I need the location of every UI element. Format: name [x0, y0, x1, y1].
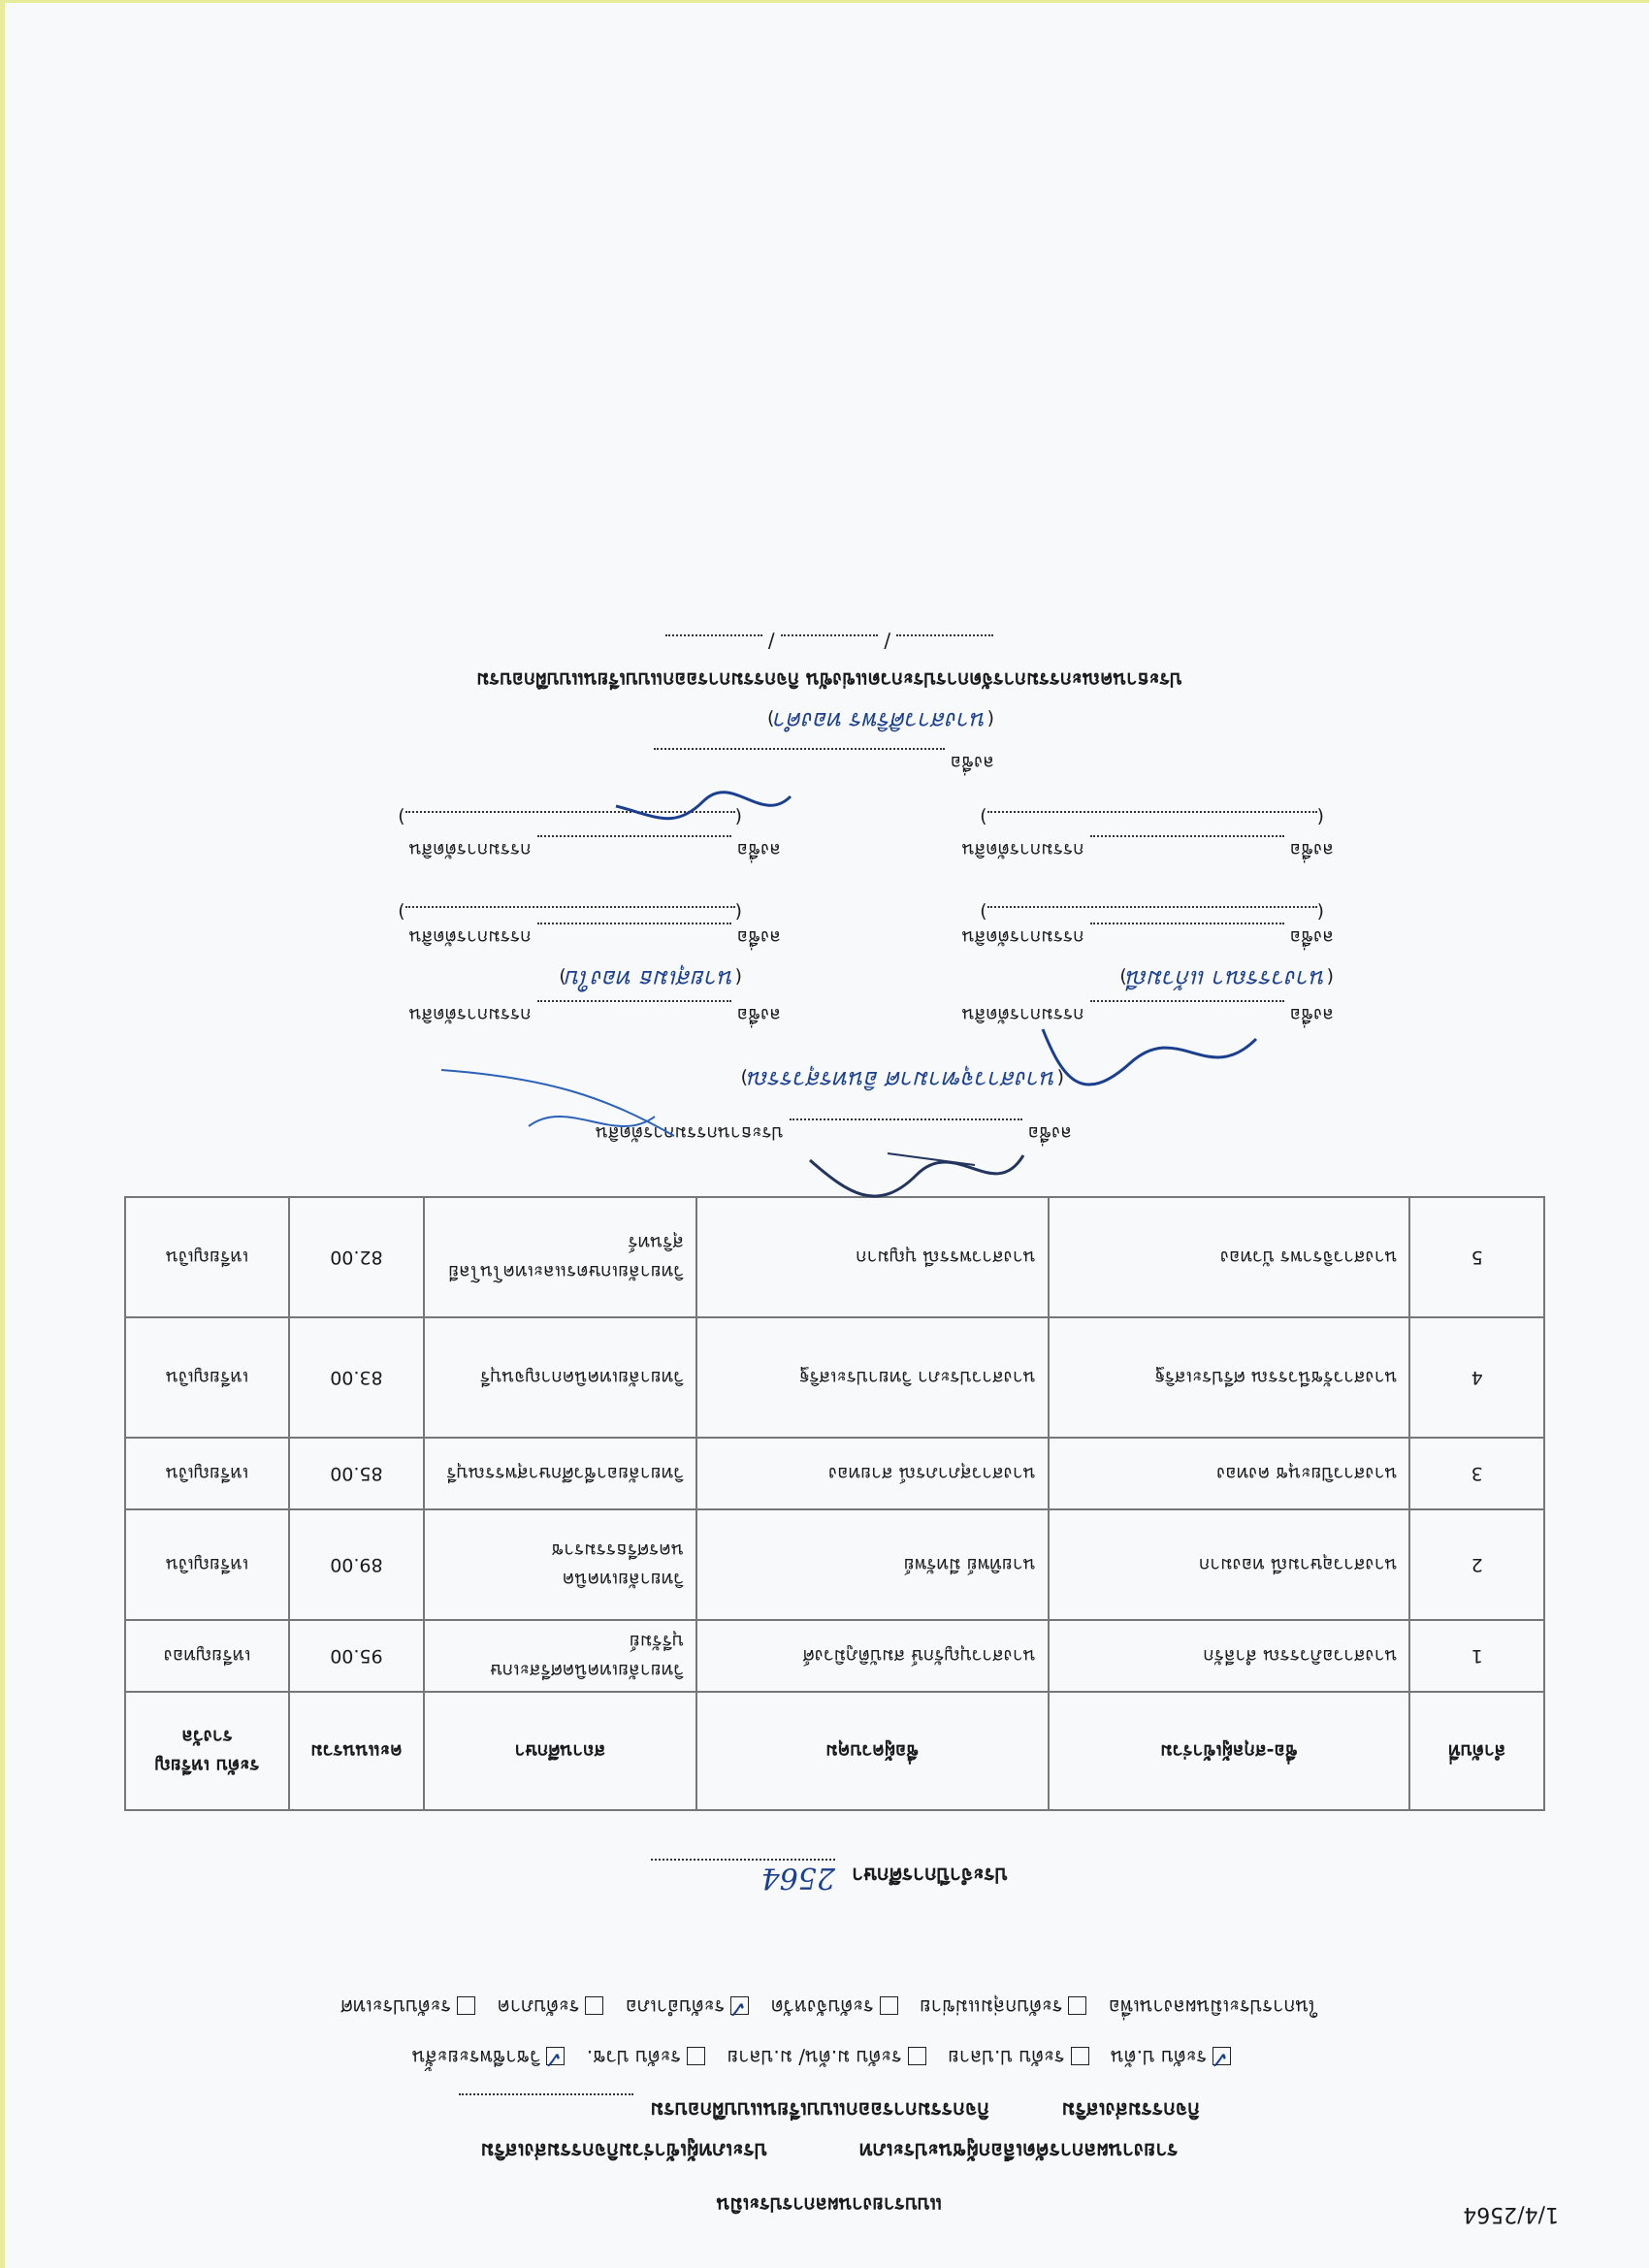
form-title: แบบรายงานผลการประเมิน [716, 2193, 943, 2217]
intro-line-2-right: กิจกรรมการออกแบบเรียนแบบฝึกอบรม [650, 2098, 989, 2122]
level-checkbox-row [5, 2042, 1649, 2073]
member-role: กรรมการตัดสิน [961, 926, 1084, 948]
checkbox-label: ระดับอำเภอ [625, 1995, 726, 2019]
table-header-row [125, 1692, 1544, 1810]
chair-name: นางสาวจุฑามาศ อินทรสุวรรณ [748, 1066, 1057, 1093]
checkbox-vocational[interactable] [687, 2047, 705, 2065]
academic-year-value: 2564 [651, 1859, 835, 1895]
member-signature-line [409, 1000, 781, 1029]
cell-supervisor: นายทิพย์ มีทรัพย์ [696, 1509, 1049, 1620]
academic-year-line [5, 1859, 1649, 1895]
member-signature-line [409, 835, 781, 864]
member-signature-line [962, 835, 1334, 864]
member2-name: นายสุเมธ ทองใบ [566, 965, 735, 992]
col-header-participant: ชื่อ-สกุลผู้เข้าร่วม [1049, 1692, 1410, 1810]
cell-participant: นางสาวอุษามณี ทองมาก [1049, 1509, 1410, 1620]
cell-supervisor: นางสาวพรรณี บุญมาก [696, 1197, 1049, 1317]
checkbox-label: ระดับกลุ่มแม่ข่าย [920, 1995, 1063, 2019]
col-header-score: คะแนนรวม [289, 1692, 424, 1810]
sign-label: ลงชื่อ [1289, 839, 1334, 860]
cell-medal: เหรียญเงิน [125, 1317, 289, 1438]
checkbox-region[interactable] [585, 1996, 603, 2015]
table-row [125, 1509, 1544, 1620]
blank-name-line: () [980, 806, 1324, 827]
checkbox-secondary[interactable] [908, 2047, 926, 2065]
checkbox-label: ระดับประเทศ [340, 1995, 452, 2019]
member-signature-line [409, 923, 781, 952]
cell-school: วิทยาลัยเทคนิคกาญจนบุรี [424, 1317, 696, 1438]
col-header-medal: ระดับ เหรียญรางวัล [125, 1692, 289, 1810]
cell-no: 1 [1409, 1620, 1544, 1692]
blank-name-line: () [398, 806, 742, 827]
col-header-supervisor: ชื่อผู้ควบคุม [696, 1692, 1049, 1810]
checkbox-country[interactable] [457, 1996, 475, 2015]
cell-school: วิทยาลัยเทคนิคนครศรีธรรมราช [424, 1509, 696, 1620]
member-role: กรรมการตัดสิน [408, 926, 532, 948]
cell-score: 85.00 [289, 1438, 424, 1509]
sign-label: ลงชื่อ [736, 1004, 781, 1025]
cell-school: วิทยาลัยเทคนิคศรีสะเกษบุรีรัมย์ [424, 1620, 696, 1692]
member2-name-line: (นายสุเมธ ทองใบ) [559, 965, 742, 992]
cell-score: 82.00 [289, 1197, 424, 1317]
checkbox-primary-lower[interactable] [1212, 2047, 1231, 2065]
cell-participant: นางสาวอภิวรรณ สำลีรัก [1049, 1620, 1410, 1692]
cell-medal: เหรียญเงิน [125, 1438, 289, 1509]
sign-label: ลงชื่อ [1289, 926, 1334, 948]
intro-line-1 [5, 2134, 1649, 2166]
intro-line-2 [5, 2093, 1649, 2125]
intro-line-2-left: กิจกรรมส่งเสริม [1061, 2098, 1200, 2122]
cell-medal: เหรียญทอง [125, 1620, 289, 1692]
checkbox-primary-upper[interactable] [1071, 2047, 1089, 2065]
cell-medal: เหรียญเงิน [125, 1197, 289, 1317]
intro-line-1-left: รายงานผลการคัดเลือกผู้ชนะประเภท [858, 2139, 1179, 2162]
scope-intro: ในการประเมินผลงานเพื่อ [1108, 1995, 1318, 2019]
cell-participant: นางสาวปิยะนุช คงทอง [1049, 1438, 1410, 1509]
table-row [125, 1317, 1544, 1438]
checkbox-province[interactable] [880, 1996, 898, 2015]
checkbox-network[interactable] [1068, 1996, 1086, 2015]
table-row [125, 1620, 1544, 1692]
checkbox-label: วิชาชีพระยะสั้น [411, 2046, 541, 2069]
chair-name-line: (นางสาวจุฑามาศ อินทรสุวรรณ) [740, 1066, 1064, 1093]
member-signature-scribble [1033, 1010, 1266, 1107]
checkbox-label: ระดับ ปวช. [586, 2046, 682, 2069]
cell-supervisor: นางสาวสุภาภรณ์ สายทอง [696, 1438, 1049, 1509]
member-role: กรรมการตัดสิน [408, 839, 532, 860]
sign-label: ลงชื่อ [736, 839, 781, 860]
academic-year-label: ประจำปีการศึกษา [852, 1863, 1009, 1887]
sign-label: ลงชื่อ [736, 926, 781, 948]
document-sheet [5, 3, 1649, 2268]
cell-score: 89.00 [289, 1509, 424, 1620]
intro-line-1-right: ประเภทผู้เข้าร่วมกิจกรรมส่งเสริม [480, 2139, 768, 2162]
member-signature-scribble [432, 1068, 684, 1155]
chair-signature-scribble [800, 1126, 1033, 1214]
checkbox-label: ระดับ ป.ปลาย [948, 2046, 1065, 2069]
member1-name: นางวรรณา แก้วมณี [1126, 965, 1327, 992]
table-row [125, 1197, 1544, 1317]
cell-no: 3 [1409, 1438, 1544, 1509]
cell-no: 4 [1409, 1317, 1544, 1438]
checkbox-label: ระดับ ม.ต้น/ ม.ปลาย [727, 2046, 902, 2069]
cell-medal: เหรียญเงิน [125, 1509, 289, 1620]
member-signature-line [962, 923, 1334, 952]
secretary-name: นางสาวศิริพร ทองคำ [774, 707, 987, 734]
cell-participant: นางสาวรัชนีวรรณ ศรีประเสริฐ [1049, 1317, 1410, 1438]
secretary-name-line: (นางสาวศิริพร ทองคำ) [767, 707, 994, 734]
sign-label: ลงชื่อ [950, 752, 994, 773]
cell-school: วิทยาลัยอาชีวศึกษาสุพรรณบุรี [424, 1438, 696, 1509]
checkbox-label: ระดับ ป.ต้น [1110, 2046, 1208, 2069]
member1-name-line: (นางวรรณา แก้วมณี) [1119, 965, 1334, 992]
footer-date-line: / / [5, 630, 1649, 653]
blank-name-line: () [398, 901, 742, 923]
cell-score: 95.00 [289, 1620, 424, 1692]
member-role: กรรมการตัดสิน [961, 839, 1084, 860]
checkbox-label: ระดับภาค [497, 1995, 580, 2019]
sign-label: ลงชื่อ [1027, 1122, 1072, 1144]
scope-checkbox-row [5, 1992, 1649, 2023]
sign-label: ลงชื่อ [1289, 1004, 1334, 1025]
cell-school: วิทยาลัยเกษตรและเทคโนโลยีสุรินทร์ [424, 1197, 696, 1317]
cell-no: 2 [1409, 1509, 1544, 1620]
checkbox-short-course[interactable] [546, 2047, 565, 2065]
cell-supervisor: นางสาวประภา วิทยาประเสริฐ [696, 1317, 1049, 1438]
cell-score: 83.00 [289, 1317, 424, 1438]
secretary-signature-line [654, 748, 994, 777]
cell-no: 5 [1409, 1197, 1544, 1317]
blank-name-line: () [980, 901, 1324, 923]
checkbox-district[interactable] [730, 1996, 749, 2015]
results-table [124, 1196, 1545, 1811]
table-row [125, 1438, 1544, 1509]
footer-caption: ประธานคณะกรรมการจัดการประกวดแข่งขัน กิจกรรมการออกแบบเรียนแบบฝึกอบรม [476, 668, 1182, 692]
chair-role: ประธานกรรมการตัดสิน [595, 1122, 784, 1144]
member-role: กรรมการตัดสิน [961, 1004, 1084, 1025]
col-header-no: ลำดับที่ [1409, 1692, 1544, 1810]
member-role: กรรมการตัดสิน [408, 1004, 532, 1025]
document-date: 1/4/2564 [1463, 2202, 1559, 2226]
cell-participant: นางสาวจิราพร บัวทอง [1049, 1197, 1410, 1317]
cell-supervisor: นางสาวบุญรักษ์ สมบัติภูมิวงศ์ [696, 1620, 1049, 1692]
checkbox-label: ระดับจังหวัด [770, 1995, 874, 2019]
col-header-school: สถานศึกษา [424, 1692, 696, 1810]
